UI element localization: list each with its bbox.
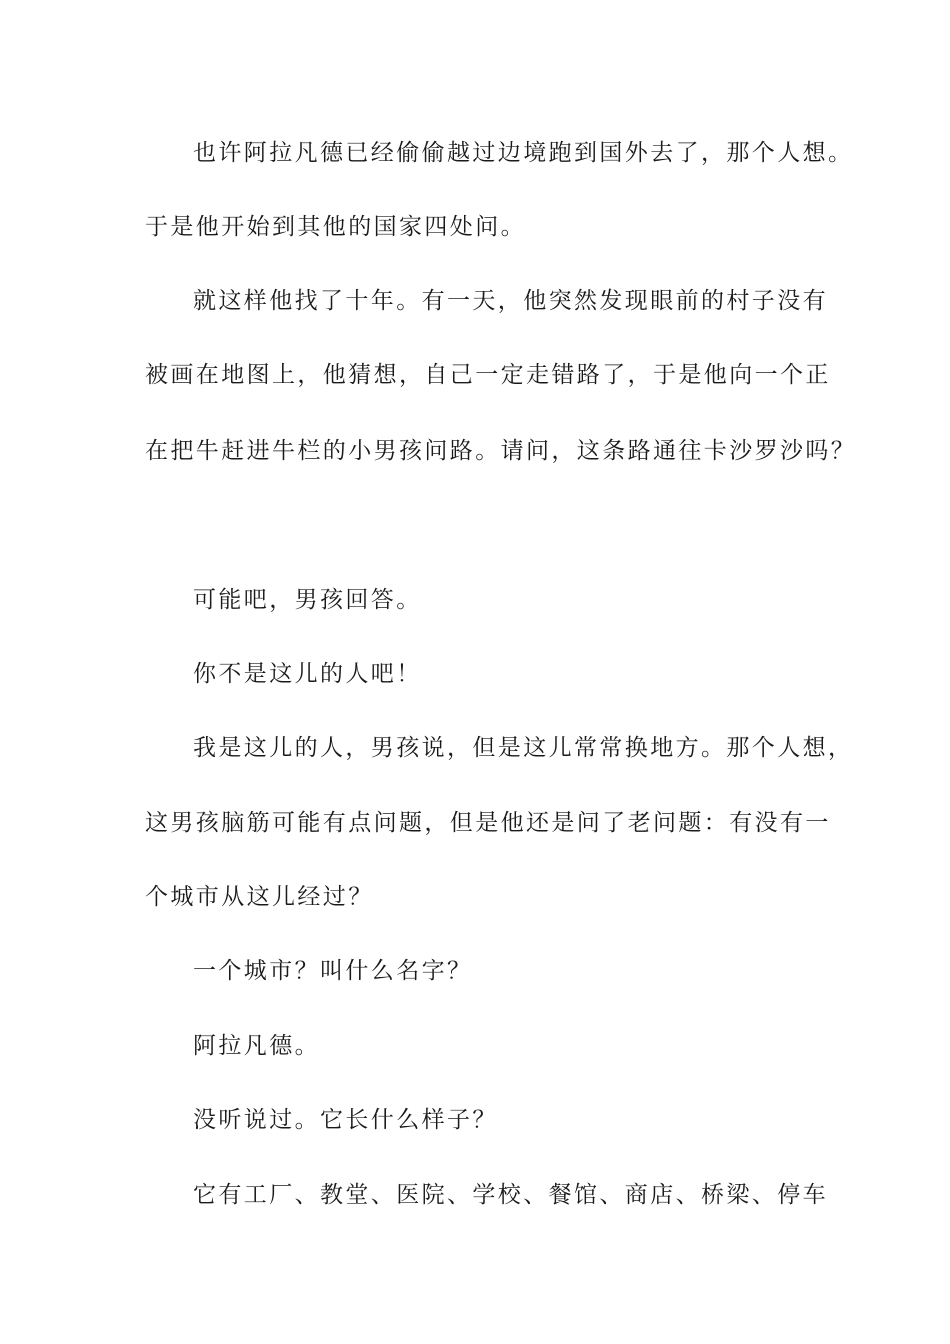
paragraph-line: 就这样他找了十年。有一天，他突然发现眼前的村子没有 [193, 288, 828, 314]
paragraph-line: 于是他开始到其他的国家四处问。 [145, 214, 526, 240]
paragraph-line: 可能吧，男孩回答。 [193, 587, 422, 613]
paragraph-line: 一个城市？叫什么名字？ [193, 958, 473, 984]
paragraph-line: 没听说过。它长什么样子？ [193, 1107, 498, 1133]
paragraph-line: 个城市从这儿经过？ [145, 884, 374, 910]
paragraph-line: 也许阿拉凡德已经偷偷越过边境跑到国外去了，那个人想。 [193, 140, 854, 166]
paragraph-line: 在把牛赶进牛栏的小男孩问路。请问，这条路通往卡沙罗沙吗？ [145, 438, 857, 464]
paragraph-line: 这男孩脑筋可能有点问题，但是他还是问了老问题：有没有一 [145, 810, 831, 836]
paragraph-line: 被画在地图上，他猜想，自己一定走错路了，于是他向一个正 [145, 362, 831, 388]
paragraph-line: 阿拉凡德。 [193, 1033, 320, 1059]
paragraph-line: 它有工厂、教堂、医院、学校、餐馆、商店、桥梁、停车 [193, 1182, 828, 1208]
paragraph-line: 我是这儿的人，男孩说，但是这儿常常换地方。那个人想， [193, 735, 854, 761]
paragraph-line: 你不是这儿的人吧！ [193, 661, 422, 687]
